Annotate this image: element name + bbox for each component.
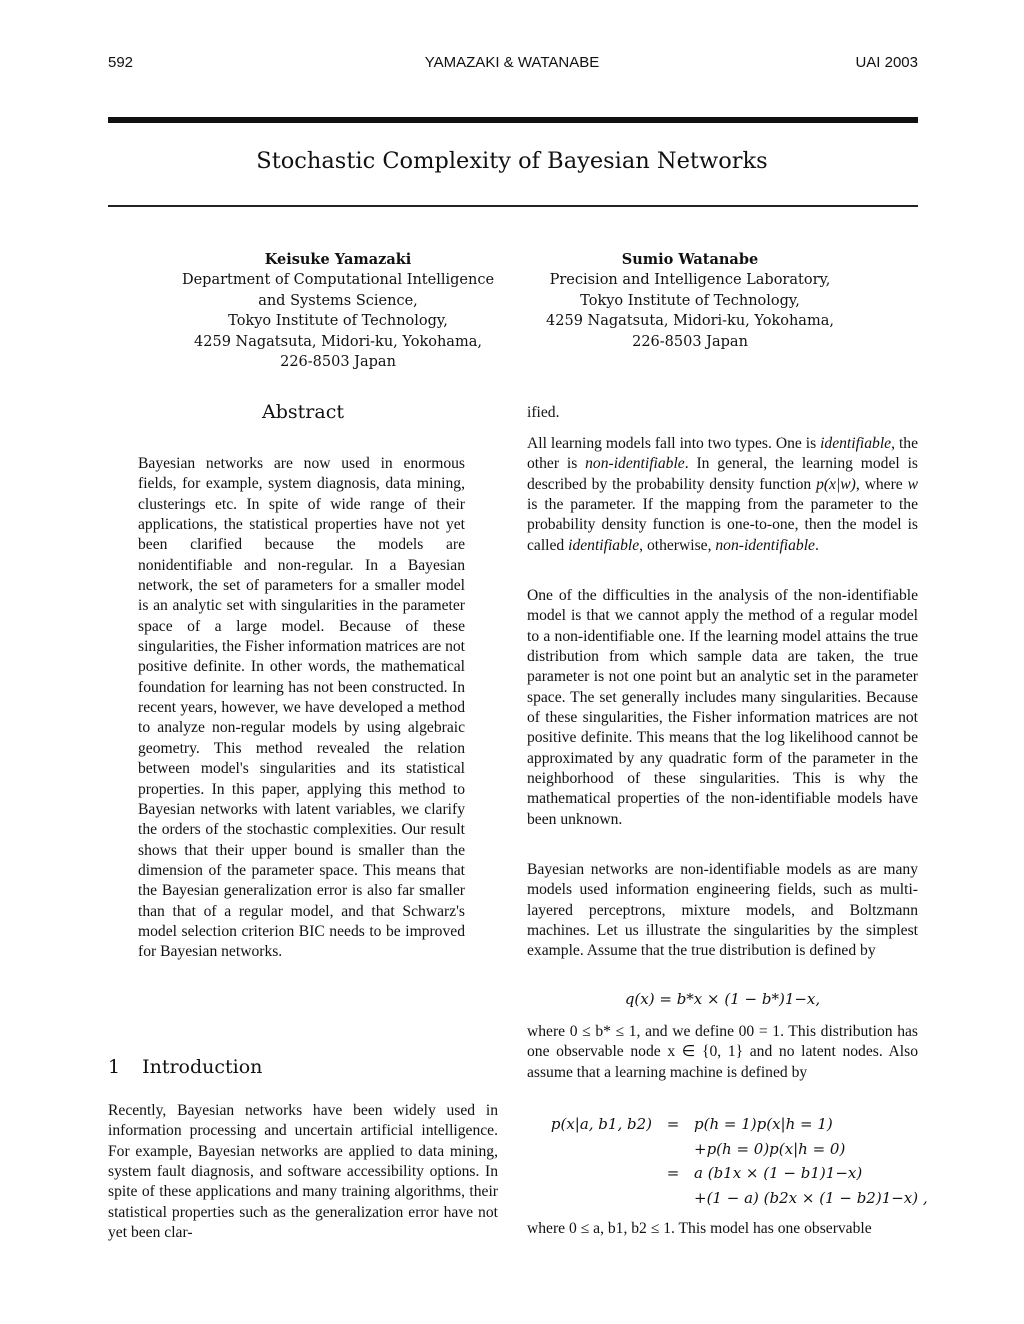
paragraph-bayesian-networks: Bayesian networks are non-identifiable models as are many models used information engineering fields, such as multi-layered perceptrons, mixture models, and Boltzmann machines. Let us illustrate the singularities by the simplest example. Assume that the true distribution is defined by (527, 861, 918, 960)
affiliation-line: and Systems Science, (258, 292, 418, 309)
author-block-1 (153, 250, 523, 372)
running-head-authors: YAMAZAKI & WATANABE (424, 54, 600, 71)
affiliation-line: 4259 Nagatsuta, Midori-ku, Yokohama, (546, 313, 834, 330)
author-block-2 (505, 250, 875, 352)
affiliation-line: 226-8503 Japan (632, 333, 748, 350)
equals-sign: = (666, 1115, 680, 1133)
equation-term: +p(h = 0)p(x|h = 0) (694, 1139, 846, 1158)
section-number: 1 (108, 1056, 121, 1078)
equation-learning-machine (545, 1112, 928, 1210)
equation-true-distribution: q(x) = b*x × (1 − b*)1−x, (624, 990, 821, 1008)
paragraph-model-observable: where 0 ≤ a, b1, b2 ≤ 1. This model has one observable (527, 1220, 872, 1237)
affiliation-line: 4259 Nagatsuta, Midori-ku, Yokohama, (194, 333, 482, 350)
running-head-conference: UAI 2003 (855, 54, 918, 71)
paragraph-identifiability: All learning models fall into two types. One is identifiable, the other is non-identifiable. In general, the learning model is described by the probability density function p(x|w), where w is the parameter. If the mapping from the parameter to the probability density function is one-to-one, then the model is called identifiable, otherwise, non-identifiable. (527, 435, 918, 554)
intro-paragraph: Recently, Bayesian networks have been widely used in information processing and uncertain artificial intelligence. For example, Bayesian networks are applied to data mining, system fault diagnosis, and software accessibility options. In spite of these applications and many training algorithms, their statistical properties such as the generalization error have not yet been clar- (108, 1102, 498, 1242)
affiliation-line: Tokyo Institute of Technology, (228, 313, 448, 330)
title-rule-bottom (108, 205, 918, 207)
paragraph-difficulties: One of the difficulties in the analysis of the non-identifiable model is that we cannot apply the method of a regular model to a non-identifiable one. If the learning model attains the true distribution from which sample data are taken, the true parameter is not one point but an analytic set in the parameter space. The set generally includes many singularities. Because of these singularities, the Fisher information matrices are not positive definite. This means that the log likelihood cannot be approximated by any quadratic form of the parameter in the neighborhood of these singularities. This is why the mathematical properties of the non-identifiable models have been unknown. (527, 587, 918, 828)
paragraph-continuation: ified. (527, 404, 560, 421)
paper-title: Stochastic Complexity of Bayesian Networks (256, 148, 768, 174)
paragraph-observable-node: where 0 ≤ b* ≤ 1, and we define 00 = 1. This distribution has one observable node x ∈ {0, 1} and no latent nodes. Also assume that a learning machine is defined by (527, 1023, 918, 1081)
equation-lhs: p(x|a, b1, b2) (550, 1115, 652, 1133)
title-rule-top (108, 117, 918, 123)
affiliation-line: 226-8503 Japan (280, 354, 396, 371)
equals-sign: = (666, 1164, 680, 1182)
affiliation-line: Precision and Intelligence Laboratory, (549, 272, 831, 289)
abstract-text: Bayesian networks are now used in enormous fields, for example, system diagnosis, data mining, clusterings etc. In spite of wide range of their applications, the statistical properties have not yet been clarified because the models are nonidentifiable and non-regular. In a Bayesian network, the set of parameters for a smaller model is an analytic set with singularities in the parameter space of a large model. Because of these singularities, the Fisher information matrices are not positive definite. In other words, the mathematical foundation for learning has not been constructed. In recent years, however, we have developed a method to analyze non-regular models by using algebraic geometry. This method revealed the relation between model's singularities and its statistical properties. In this paper, applying this method to Bayesian networks with latent variables, we clarify the orders of the stochastic complexities. Our result shows that their upper bound is smaller than the dimension of the parameter space. This means that the Bayesian generalization error is also far smaller than that of a regular model, and that Schwarz's model selection criterion BIC needs to be improved for Bayesian networks. (138, 455, 465, 961)
section-title: Introduction (142, 1056, 263, 1078)
equation-term: p(h = 1)p(x|h = 1) (694, 1115, 833, 1133)
equation-term: +(1 − a) (b2x × (1 − b2)1−x) , (694, 1188, 928, 1207)
affiliation-line: Tokyo Institute of Technology, (580, 292, 800, 309)
affiliation-line: Department of Computational Intelligence (181, 272, 495, 289)
author-name: Sumio Watanabe (621, 251, 759, 268)
abstract-heading: Abstract (262, 401, 344, 423)
author-name: Keisuke Yamazaki (264, 251, 412, 268)
section-heading (108, 1056, 262, 1078)
page-number: 592 (108, 54, 134, 71)
equation-term: a (b1x × (1 − b1)1−x) (694, 1164, 863, 1182)
